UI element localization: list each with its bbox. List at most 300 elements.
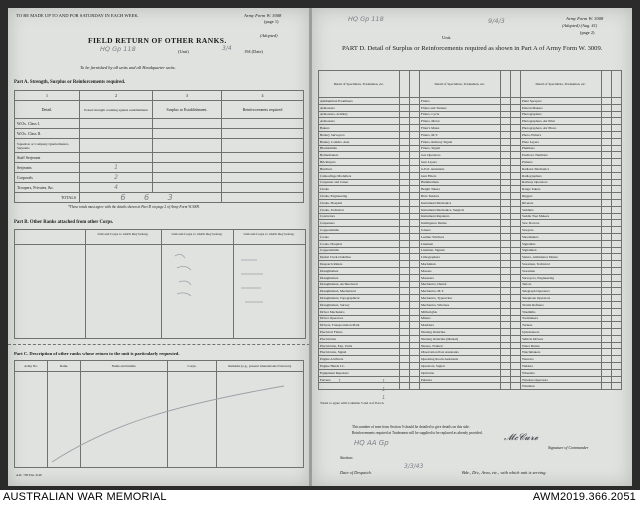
reinf-cell [510, 186, 520, 193]
trade-label: Wireless Operators [520, 376, 601, 383]
trade-label: Vehicle Drivers [520, 335, 601, 342]
reinf-cell [611, 254, 621, 261]
surplus-cell [399, 254, 409, 261]
surplus-cell [500, 356, 510, 363]
surplus-cell [601, 254, 611, 261]
part-b-box [14, 229, 306, 339]
page-number: (page 2) [580, 30, 595, 35]
surplus-cell [399, 111, 409, 118]
reinf-cell [510, 220, 520, 227]
trade-label: Signallers [520, 240, 601, 247]
surplus-cell [399, 383, 409, 390]
surplus-cell [399, 213, 409, 220]
trade-row [319, 376, 622, 383]
trade-label: Fitters [419, 98, 500, 105]
trade-row [319, 193, 622, 200]
trade-label: Sawyers [520, 227, 601, 234]
row-value: 2 [80, 173, 153, 183]
reinf-cell [409, 315, 419, 322]
surplus-cell [601, 179, 611, 186]
surplus-cell [601, 131, 611, 138]
trade-row [319, 247, 622, 254]
trade-label: Fitters and Turners [419, 104, 500, 111]
surplus-cell [399, 369, 409, 376]
reinf-cell [510, 206, 520, 213]
trade-label: Driver Operators [319, 315, 400, 322]
surplus-cell [601, 152, 611, 159]
hand-entry: 1 [338, 379, 342, 385]
trade-label: Clerks, Technical [319, 206, 400, 213]
reinf-cell [409, 159, 419, 166]
surplus-cell [601, 233, 611, 240]
surplus-cell [601, 322, 611, 329]
surplus-cell [500, 363, 510, 370]
trade-label: Mechanics, Typewriter [419, 295, 500, 302]
surplus-cell [399, 104, 409, 111]
trade-row [319, 227, 622, 234]
trade-row [319, 104, 622, 111]
surplus-cell [601, 165, 611, 172]
trade-label: Plate Layers [520, 138, 601, 145]
form-page-1 [8, 8, 310, 486]
reinf-cell [611, 206, 621, 213]
surplus-cell [601, 138, 611, 145]
surplus-cell [500, 118, 510, 125]
reinf-cell [611, 363, 621, 370]
part-c-header: Corps. [168, 361, 217, 372]
surplus-cell [500, 349, 510, 356]
reinf-cell [510, 199, 520, 206]
reinf-cell [611, 288, 621, 295]
trade-label: Equipment Repairers [319, 369, 400, 376]
despatch-label: Date of Despatch. [340, 470, 372, 475]
perforation-line [8, 344, 310, 345]
trade-label: Machinists [419, 261, 500, 268]
surplus-cell [500, 267, 510, 274]
reinf-cell [611, 247, 621, 254]
reinf-cell [510, 254, 520, 261]
reinf-cell [611, 335, 621, 342]
trade-label: Gun Fitters [419, 172, 500, 179]
row-value: 4 [80, 183, 153, 193]
trade-label: Electricians [319, 335, 400, 342]
trade-label: Armourers [319, 104, 400, 111]
surplus-cell [500, 261, 510, 268]
part-d-table [318, 70, 622, 390]
trade-row [319, 342, 622, 349]
surplus-cell [399, 227, 409, 234]
col-header-reinf [611, 71, 621, 98]
trade-label: Instrument Repairers [419, 213, 500, 220]
reinf-cell [611, 152, 621, 159]
trade-row [319, 301, 622, 308]
row-label: Squadron or Company Quartermaster-Serjeants [15, 139, 80, 153]
surplus-cell [601, 261, 611, 268]
footnote: *These totals must agree with the details shown in Part D on page 2 of Army Form W.3009. [68, 205, 200, 209]
trade-label: Farriers [319, 376, 400, 383]
reinf-cell [611, 301, 621, 308]
reinf-cell [409, 213, 419, 220]
trade-label: Fitters, M.T. [419, 131, 500, 138]
surplus-cell [500, 104, 510, 111]
reinf-cell [409, 308, 419, 315]
trade-label: Saddlers [520, 206, 601, 213]
reinf-cell [611, 213, 621, 220]
trade-label: Draughtsmen, Mechanical [319, 288, 400, 295]
reinf-cell [611, 172, 621, 179]
part-d-title: PART D. Detail of Surplus or Reinforcements required as shown in Part A of Army Form W. 3009. [342, 45, 603, 52]
trade-row [319, 274, 622, 281]
reinf-cell [409, 369, 419, 376]
trade-label: Welders [520, 363, 601, 370]
trade-label: Storemen [520, 267, 601, 274]
surplus-cell [399, 125, 409, 132]
trade-row [319, 111, 622, 118]
surplus-cell [399, 363, 409, 370]
reinf-cell [409, 356, 419, 363]
station-handwritten: HQ AA Gp [354, 439, 389, 447]
col-header-surplus [399, 71, 409, 98]
reinf-cell [409, 261, 419, 268]
trade-label: Wiremen [520, 383, 601, 390]
reinf-cell [611, 342, 621, 349]
form-number: Army Form W. 3008 [566, 16, 604, 21]
col-num: 2 [80, 91, 153, 101]
reinf-cell [611, 308, 621, 315]
trade-label: Masons [419, 267, 500, 274]
reinf-cell [409, 118, 419, 125]
reinf-cell [510, 152, 520, 159]
surplus-cell [500, 159, 510, 166]
trade-label: Dental Clerk Orderlies [319, 254, 400, 261]
header-surplus: Surplus to Establishment. [153, 101, 222, 119]
reinf-cell [611, 193, 621, 200]
station-label: Station. [340, 455, 354, 460]
surplus-cell [601, 118, 611, 125]
trade-label: Bakers [319, 125, 400, 132]
reinf-cell [409, 376, 419, 383]
part-c-header: Rank. [48, 361, 81, 372]
trade-label: Watchmakers [520, 349, 601, 356]
header-posted: Posted strength counting against establishment [80, 101, 153, 119]
surplus-cell [399, 138, 409, 145]
trade-label: Toolmakers [520, 315, 601, 322]
trade-row [319, 199, 622, 206]
rendered-by-note: To be furnished by all units and all Headquarter units. [80, 65, 176, 70]
trade-label: Printers [520, 159, 601, 166]
trade-row [319, 131, 622, 138]
trade-label: Clerks, Engineering [319, 193, 400, 200]
trade-label: Painters [419, 376, 500, 383]
surplus-cell [500, 193, 510, 200]
surplus-cell [500, 335, 510, 342]
trade-label: Telephone Operators [520, 295, 601, 302]
surplus-cell [399, 220, 409, 227]
reinf-cell [409, 342, 419, 349]
trade-label: Gun Layers [419, 159, 500, 166]
surplus-cell [601, 125, 611, 132]
unit-handwritten: HQ Gp 118 [348, 15, 384, 23]
part-c-crossout [48, 376, 288, 466]
col-num: 4 [222, 91, 304, 101]
surplus-cell [500, 240, 510, 247]
part-a-table [14, 90, 304, 203]
trade-label: Height Takers [419, 186, 500, 193]
trade-label: Clerks, Hospital [319, 199, 400, 206]
reinf-cell [409, 227, 419, 234]
surplus-cell [399, 165, 409, 172]
trade-label: Riggers [520, 193, 601, 200]
reinf-cell [510, 315, 520, 322]
trade-row [319, 206, 622, 213]
surplus-cell [500, 186, 510, 193]
reinf-cell [409, 281, 419, 288]
trade-label [319, 383, 400, 390]
trade-label: Hammermen [419, 179, 500, 186]
signature-label: Signature of Commander [548, 445, 589, 450]
trade-row [319, 363, 622, 370]
reinf-cell [510, 179, 520, 186]
surplus-cell [601, 315, 611, 322]
date-handwritten: 3/4 [222, 45, 232, 52]
trade-row [319, 165, 622, 172]
surplus-cell [500, 376, 510, 383]
row-label: W.Os. Class I. [15, 119, 80, 129]
surplus-cell [601, 295, 611, 302]
trade-row [319, 118, 622, 125]
trade-label: Shoemakers [520, 233, 601, 240]
surplus-cell [601, 376, 611, 383]
trade-label: Butchers [319, 165, 400, 172]
trade-label: Draughtsmen, Survey [319, 301, 400, 308]
adapted-label: (Adapted) (Aug. 41) [562, 23, 598, 28]
trade-label [419, 383, 500, 390]
part-b-header: Unit and Corps to which they belong. [171, 232, 223, 236]
row-value [80, 153, 153, 163]
trade-row [319, 145, 622, 152]
col-num: 3 [153, 91, 222, 101]
surplus-cell [399, 233, 409, 240]
hand-entry: 1 [382, 395, 386, 401]
totals-note: Totals to agree with Columns 3 and 4 of Part A [320, 401, 384, 405]
reinf-cell [510, 383, 520, 390]
reinf-cell [409, 301, 419, 308]
surplus-cell [500, 329, 510, 336]
reinf-cell [409, 165, 419, 172]
surplus-cell [500, 342, 510, 349]
trade-label: Armourers, Artillery [319, 111, 400, 118]
trade-label: Draughtsmen [319, 274, 400, 281]
surplus-cell [399, 186, 409, 193]
trade-label: Electrical Fitters [319, 329, 400, 336]
trade-label: Electricians, Exp. Units [319, 342, 400, 349]
trade-label: Cooks [319, 233, 400, 240]
surplus-cell [399, 356, 409, 363]
trade-label: Engine Hands I.C. [319, 363, 400, 370]
trade-label: Photo-Writers [520, 131, 601, 138]
page-number: (page 1) [264, 19, 279, 24]
surplus-cell [500, 288, 510, 295]
trade-label: Upholsterers [520, 329, 601, 336]
reinf-cell [409, 329, 419, 336]
reinf-cell [510, 131, 520, 138]
surplus-cell [500, 172, 510, 179]
trade-label: Riveters [520, 199, 601, 206]
surplus-cell [601, 206, 611, 213]
reinf-cell [510, 281, 520, 288]
surplus-cell [399, 274, 409, 281]
trade-label: Mechanics, Wireless [419, 301, 500, 308]
surplus-cell [399, 301, 409, 308]
header-reinf: Reinforcements required [222, 101, 304, 119]
surplus-cell [399, 267, 409, 274]
trade-label: Linemen, Signals [419, 247, 500, 254]
trade-row [319, 213, 622, 220]
trade-row [319, 322, 622, 329]
reinf-cell [409, 98, 419, 105]
surplus-cell [399, 315, 409, 322]
trade-label: Signalmen [520, 247, 601, 254]
reinf-cell [510, 356, 520, 363]
surplus-cell [399, 145, 409, 152]
reinf-cell [510, 125, 520, 132]
reinf-cell [510, 363, 520, 370]
trade-label: Carpenter and Joiner [319, 179, 400, 186]
trade-row [319, 349, 622, 356]
hand-entry: 1 [382, 387, 386, 393]
footer-note-1: This number of men from Section 0 should be detailed to give details on this side. [352, 425, 470, 429]
trade-label: Fitters, Cycle [419, 111, 500, 118]
surplus-cell [399, 159, 409, 166]
trade-label: Nursing Orderlies (Mental) [419, 335, 500, 342]
row-value [80, 139, 153, 153]
surplus-cell [399, 179, 409, 186]
surplus-cell [500, 138, 510, 145]
reinf-cell [409, 383, 419, 390]
reinf-cell [510, 274, 520, 281]
trade-label: Sisters, Ambulance Duties [520, 254, 601, 261]
reinf-cell [611, 165, 621, 172]
col-header-reinf [510, 71, 520, 98]
reinf-cell [409, 254, 419, 261]
surplus-cell [500, 322, 510, 329]
trade-row [319, 356, 622, 363]
reinf-cell [510, 172, 520, 179]
adopted-label: (Adopted) [260, 33, 278, 38]
trade-label: Photographers [520, 111, 601, 118]
surplus-cell [399, 342, 409, 349]
trade-row [319, 308, 622, 315]
unit-label: (Unit) [178, 49, 189, 54]
col-header: Detail of Specialists, Tradesmen, etc. [520, 71, 601, 98]
trade-label: Range Takers [520, 186, 601, 193]
surplus-cell [399, 98, 409, 105]
reinf-cell [611, 281, 621, 288]
reinf-cell [510, 165, 520, 172]
trade-label: Fitters, Railway Signal [419, 138, 500, 145]
reinf-cell [409, 179, 419, 186]
surplus-cell [399, 281, 409, 288]
trade-label: Ammunition Examiners [319, 98, 400, 105]
surplus-cell [399, 376, 409, 383]
reinf-cell [409, 363, 419, 370]
col-header-surplus [500, 71, 510, 98]
surplus-cell [399, 308, 409, 315]
col-header: Detail of Specialists, Tradesmen, etc. [419, 71, 500, 98]
reinf-cell [510, 227, 520, 234]
surplus-cell [500, 383, 510, 390]
trade-row [319, 240, 622, 247]
surplus-cell [399, 335, 409, 342]
caption-right: AWM2019.366.2051 [532, 491, 636, 503]
trade-label: Draughtsmen, Topographical [319, 295, 400, 302]
trade-label: Fitter's Mates [419, 125, 500, 132]
surplus-cell [601, 193, 611, 200]
trade-label: Hole Tenders [419, 193, 500, 200]
trade-row [319, 172, 622, 179]
surplus-cell [601, 329, 611, 336]
reinf-cell [611, 349, 621, 356]
reinf-cell [409, 220, 419, 227]
reinf-cell [611, 383, 621, 390]
despatch-handwritten: 3/3/43 [404, 463, 424, 470]
caption-left: AUSTRALIAN WAR MEMORIAL [3, 491, 167, 503]
trade-label: Battery Comdrs. Asst. [319, 138, 400, 145]
reinf-cell [611, 98, 621, 105]
trade-label: Carpenters [319, 220, 400, 227]
trade-row [319, 288, 622, 295]
trade-label: Armourers [319, 118, 400, 125]
surplus-cell [399, 295, 409, 302]
trade-row [319, 186, 622, 193]
trade-label: Joiners [419, 227, 500, 234]
trade-row [319, 315, 622, 322]
reinf-cell [409, 186, 419, 193]
part-c-header: Remarks (e.g., present whereabouts if known). [217, 361, 304, 372]
reinf-cell [409, 104, 419, 111]
surplus-cell [399, 288, 409, 295]
trade-row [319, 369, 622, 376]
reinf-cell [409, 295, 419, 302]
reinf-cell [611, 145, 621, 152]
part-b-pencil-marks [165, 248, 305, 328]
trade-row [319, 152, 622, 159]
trade-label: Tinsmiths [520, 308, 601, 315]
reinf-cell [510, 159, 520, 166]
surplus-cell [500, 254, 510, 261]
trade-label: Photographers, Air Print [520, 118, 601, 125]
surplus-cell [399, 240, 409, 247]
row-value [80, 119, 153, 129]
surplus-cell [601, 227, 611, 234]
part-c-header: Name and initials. [81, 361, 168, 372]
reinf-cell [611, 274, 621, 281]
trade-label: Tailors [520, 281, 601, 288]
surplus-cell [601, 335, 611, 342]
form-title: FIELD RETURN OF OTHER RANKS. [88, 36, 227, 45]
part-b-title: Part B. Other Ranks attached from other Corps. [14, 220, 114, 225]
trade-row [319, 138, 622, 145]
part-b-header: Unit and Corps to which they belong. [97, 232, 149, 236]
trade-label: Mechanics, M.T. [419, 288, 500, 295]
reinf-cell [611, 131, 621, 138]
reinf-cell [409, 247, 419, 254]
reinf-cell [510, 98, 520, 105]
reinf-cell [611, 227, 621, 234]
reinf-cell [510, 349, 520, 356]
trade-label: Pattern Makers [520, 104, 601, 111]
reinf-cell [510, 295, 520, 302]
